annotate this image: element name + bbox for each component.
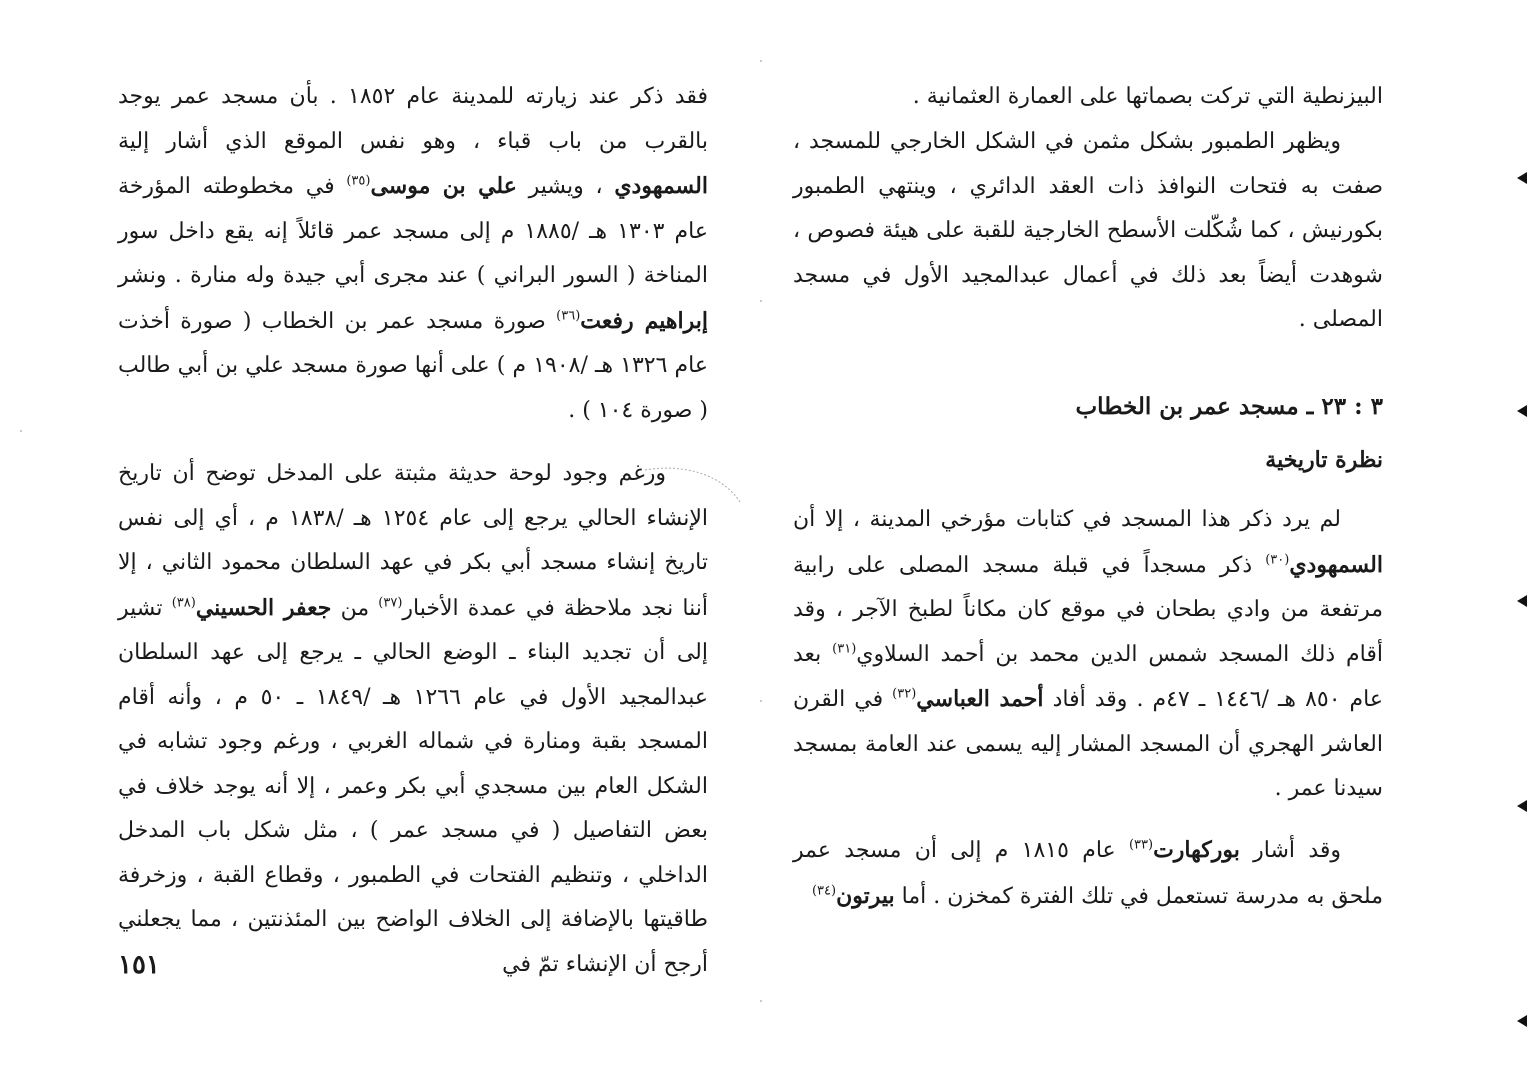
footnote-ref: (٣٥)	[346, 173, 371, 189]
binding-mark	[1517, 595, 1527, 607]
paragraph-burton	[118, 75, 708, 433]
person-name: السمهودي	[1289, 551, 1383, 578]
footnote-ref: (٣٨)	[171, 595, 196, 611]
text-run: وقد أشار	[1239, 838, 1342, 863]
footnote-ref: (٣٠)	[1265, 552, 1290, 568]
text-run: في القرن العاشر الهجري أن المسجد المشار إليه يسمى عند العامة بمسجد سيدنا عمر .	[793, 687, 1383, 801]
text-run: في مخطوطته المؤرخة عام ١٣٠٣ هـ /١٨٨٥ م إلى مسجد عمر قائلاً إنه يقع داخل سور المناخة ( السور البراني ) عند مجرى أبي جيدة وله منارة . ونشر	[118, 174, 708, 288]
footnote-ref: (٣٤)	[811, 883, 837, 899]
paragraph-renovation	[118, 452, 708, 987]
text-run: ذكر مسجداً في قبلة مسجد المصلى على رابية مرتفعة من وادي بطحان في موقع كان مكاناً لطبخ الآجر ، وقد أقام ذلك المسجد شمس الدين محمد بن أحمد السلاوي	[793, 552, 1384, 667]
text-run: عام ١٨١٥ م إلى أن مسجد عمر ملحق به مدرسة تستعمل في تلك الفترة كمخزن . أما	[793, 838, 1383, 909]
person-name: إبراهيم رفعت	[580, 307, 708, 334]
person-name: علي بن موسى	[370, 173, 517, 199]
scan-dot	[20, 430, 22, 432]
text-run: بعد عام ٨٥٠ هـ /١٤٤٦ ـ ٤٧م . وقد أفاد	[793, 641, 1384, 712]
person-name: السمهودي	[614, 173, 708, 199]
binding-mark	[1517, 405, 1527, 417]
paragraph-history	[793, 498, 1383, 812]
scan-dot	[760, 300, 762, 302]
person-name: جعفر الحسيني	[195, 594, 332, 621]
paragraph-continuation: البيزنطية التي تركت بصماتها على العمارة العثمانية .	[912, 84, 1383, 109]
text-run: فقد ذكر عند زيارته للمدينة عام ١٨٥٢ . بأن مسجد عمر يوجد بالقرب من باب قباء ، وهو نفس الموقع الذي أشار إلية	[118, 84, 708, 154]
paragraph-tambour: ويظهر الطمبور بشكل مثمن في الشكل الخارجي للمسجد ، صفت به فتحات النوافذ ذات العقد الدائري ، وينتهي الطمبور بكورنيش ، كما شُكّلت الأسطح الخارجية للقبة على هيئة فصوص ، شوهدت أيضاً بعد ذلك في أعمال عبدالمجيد الأول في مسجد المصلى .	[793, 129, 1383, 332]
binding-mark	[1517, 172, 1527, 184]
text-run: من	[331, 595, 379, 621]
scan-dot	[760, 1000, 762, 1002]
paragraph-burckhardt	[793, 828, 1383, 919]
text-run: تشير إلى أن تجديد البناء ـ الوضع الحالي ـ يرجع إلى عهد السلطان عبدالمجيد الأول في عام ١٢٦٦ هـ /١٨٤٩ ـ ٥٠ م ، وأنه أقام المسجد بقبة ومنارة في شماله الغربي ، ورغم وجود تشابه في الشكل العام بين مسجدي أبي بكر وعمر ، إلا أنه يوجد خلاف في بعض التفاصيل ( في مسجد عمر ) ، مثل شكل باب المدخل الداخلي ، وتنظيم الفتحات في الطمبور ، وقطاع القبة ، وزخرفة طاقيتها بالإضافة إلى الخلاف الواضح بين المئذنتين ، مما يجعلني أرجح أن الإنشاء تمّ في	[118, 595, 708, 977]
scan-pencil-mark	[640, 462, 750, 507]
scan-dot	[760, 700, 762, 702]
person-name: بيرتون	[836, 882, 895, 909]
text-run: صورة مسجد عمر بن الخطاب ( صورة أخذت عام ١٣٢٦ هـ /١٩٠٨ م ) على أنها صورة مسجد علي بن أبي طالب ( صورة ١٠٤ ) .	[118, 308, 708, 423]
scan-dot	[760, 60, 762, 62]
footnote-ref: (٣٧)	[378, 595, 403, 611]
text-run: ، ويشير	[516, 174, 615, 199]
section-heading: ٣ : ٢٣ ـ مسجد عمر بن الخطاب	[1075, 393, 1383, 420]
footnote-ref: (٣١)	[832, 641, 857, 657]
text-run: لم يرد ذكر هذا المسجد في كتابات مؤرخي المدينة ، إلا أن	[793, 507, 1341, 532]
page-number: ١٥١	[118, 950, 160, 980]
binding-mark	[1517, 800, 1527, 812]
section-subheading: نظرة تاريخية	[1265, 447, 1383, 473]
text-run: ورغم وجود لوحة حديثة مثبتة على المدخل توضح أن تاريخ الإنشاء الحالي يرجع إلى عام ١٢٥٤ هـ /١٨٣٨ م ، أي إلى نفس تاريخ إنشاء مسجد أبي بكر في عهد السلطان محمود الثاني ، إلا أننا نجد ملاحظة في عمدة الأخبار	[118, 461, 708, 621]
footnote-ref: (٣٢)	[892, 686, 917, 702]
person-name: بوركهارت	[1153, 837, 1240, 863]
footnote-ref: (٣٦)	[556, 308, 581, 324]
footnote-ref: (٣٣)	[1128, 837, 1154, 853]
person-name: أحمد العباسي	[916, 686, 1044, 712]
binding-mark	[1517, 1015, 1527, 1027]
